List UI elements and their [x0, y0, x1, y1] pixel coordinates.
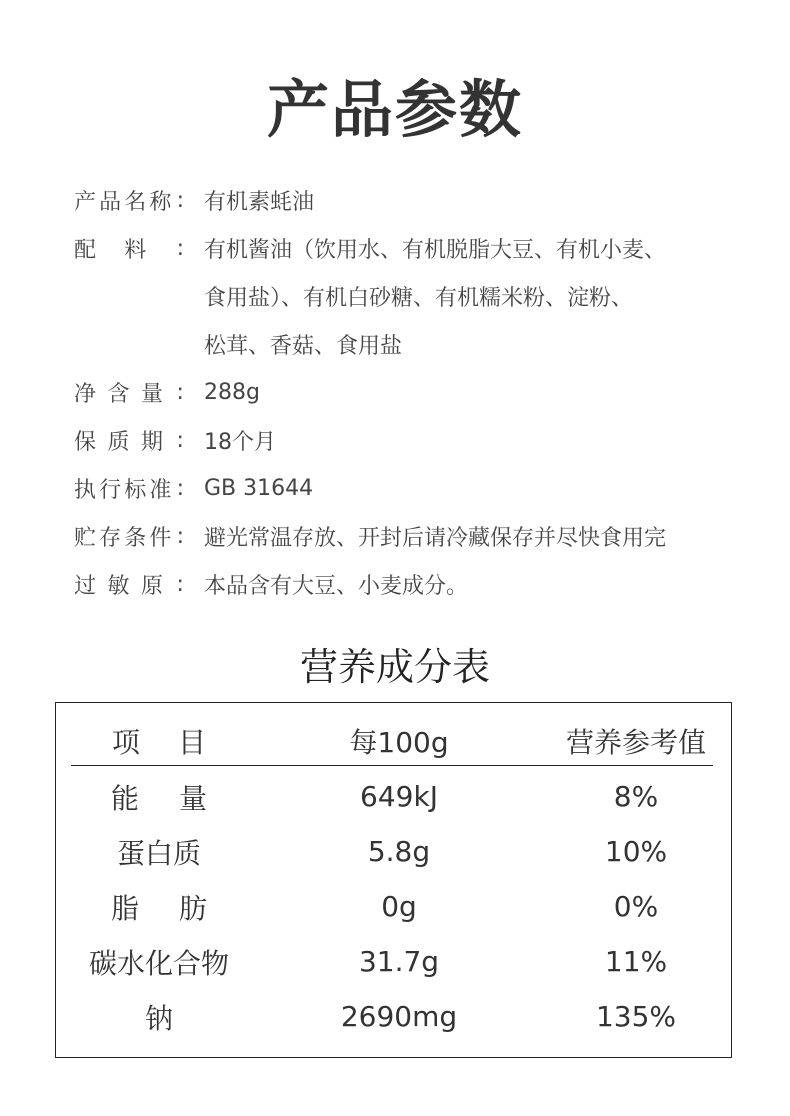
label-colon: :: [176, 475, 184, 501]
param-row-standard: [0, 468, 790, 508]
label-char: 件: [149, 525, 172, 551]
param-value: 18个月: [204, 429, 276, 455]
param-row-shelf-life: [0, 420, 790, 460]
label-char: 保: [74, 429, 97, 455]
nutrition-table-title: 营养成分表: [299, 645, 490, 689]
label-colon: :: [176, 427, 184, 453]
label-colon: :: [176, 379, 184, 405]
label-char: 期: [141, 429, 164, 455]
label-char: 执: [74, 477, 97, 503]
param-label: [74, 420, 184, 460]
header-nrv: 营养参考值: [565, 725, 706, 759]
row-value: 31.7g: [358, 945, 440, 978]
row-nrv: 0%: [613, 890, 659, 923]
row-item: 钠: [144, 1001, 173, 1035]
table-header-row: [56, 713, 733, 768]
row-item-char: 量: [178, 781, 207, 815]
label-char: 行: [99, 477, 122, 503]
label-char: 原: [141, 573, 164, 599]
param-label: [74, 564, 184, 604]
param-row-ingredients-cont: [0, 276, 790, 316]
row-item-text: [111, 887, 207, 927]
param-value-line-2: 食用盐）、有机白砂糖、有机糯米粉、淀粉、: [204, 285, 634, 311]
row-item: 碳水化合物: [88, 946, 229, 980]
header-item-char: 目: [177, 725, 206, 759]
table-row: [56, 824, 733, 879]
param-row-storage: [0, 516, 790, 556]
row-item: [56, 879, 262, 934]
label-char: 质: [107, 429, 130, 455]
label-char: 存: [99, 525, 122, 551]
label-char: 准: [149, 477, 172, 503]
header-item: [56, 713, 262, 768]
row-nrv: 8%: [613, 780, 659, 813]
param-row-net-content: [0, 372, 790, 412]
row-value: 5.8g: [367, 835, 431, 868]
row-item-char: 肪: [178, 891, 207, 925]
param-value: 避光常温存放、开封后请冷藏保存并尽快食用完: [204, 525, 667, 551]
label-char: 料: [124, 237, 147, 263]
table-row: [56, 989, 733, 1044]
row-value: 649kJ: [360, 780, 438, 813]
row-value: 0g: [381, 890, 417, 923]
row-item-text: [111, 777, 207, 817]
label-char: 贮: [74, 525, 97, 551]
label-colon: :: [176, 235, 184, 261]
label-colon: :: [176, 523, 184, 549]
param-label: [74, 468, 184, 508]
row-item: 蛋白质: [116, 836, 201, 870]
param-value: GB 31644: [204, 475, 314, 501]
table-row: [56, 769, 733, 824]
param-label: [74, 372, 184, 412]
param-row-allergens: [0, 564, 790, 604]
label-char: 含: [107, 381, 130, 407]
nutrition-table: [55, 702, 732, 1058]
label-char: 条: [124, 525, 147, 551]
param-label: [74, 516, 184, 556]
label-char: 过: [74, 573, 97, 599]
header-item-char: 项: [112, 725, 141, 759]
row-item-char: 能: [111, 781, 140, 815]
row-item-char: 脂: [111, 891, 140, 925]
label-colon: :: [176, 571, 184, 597]
param-label: [74, 180, 184, 220]
label-char: 名: [124, 189, 147, 215]
header-item-text: [112, 721, 206, 761]
label-char: 品: [99, 189, 122, 215]
label-char: 称: [149, 189, 172, 215]
row-value: 2690mg: [340, 1000, 458, 1033]
param-value: 288g: [204, 379, 260, 405]
row-nrv: 135%: [595, 1000, 677, 1033]
label-char: 净: [74, 381, 97, 407]
param-label: [74, 228, 184, 268]
header-per100: 每100g: [349, 725, 449, 759]
param-value-line-3: 松茸、香菇、食用盐: [204, 333, 403, 359]
param-value-line-1: 有机酱油（饮用水、有机脱脂大豆、有机小麦、: [204, 237, 667, 263]
label-char: 配: [74, 237, 97, 263]
param-value: 有机素蚝油: [204, 189, 315, 215]
label-char: 标: [124, 477, 147, 503]
label-char: 敏: [107, 573, 130, 599]
label-char: 量: [141, 381, 164, 407]
param-row-product-name: [0, 180, 790, 220]
param-row-ingredients: [0, 228, 790, 268]
table-row: [56, 934, 733, 989]
table-row: [56, 879, 733, 934]
label-char: 产: [74, 189, 97, 215]
row-nrv: 10%: [604, 835, 668, 868]
param-value: 本品含有大豆、小麦成分。: [204, 573, 469, 599]
row-item: [56, 769, 262, 824]
page-title: 产品参数: [266, 73, 523, 146]
header-divider: [71, 765, 713, 766]
param-row-ingredients-cont: [0, 324, 790, 364]
label-colon: :: [176, 187, 184, 213]
row-nrv: 11%: [604, 945, 668, 978]
